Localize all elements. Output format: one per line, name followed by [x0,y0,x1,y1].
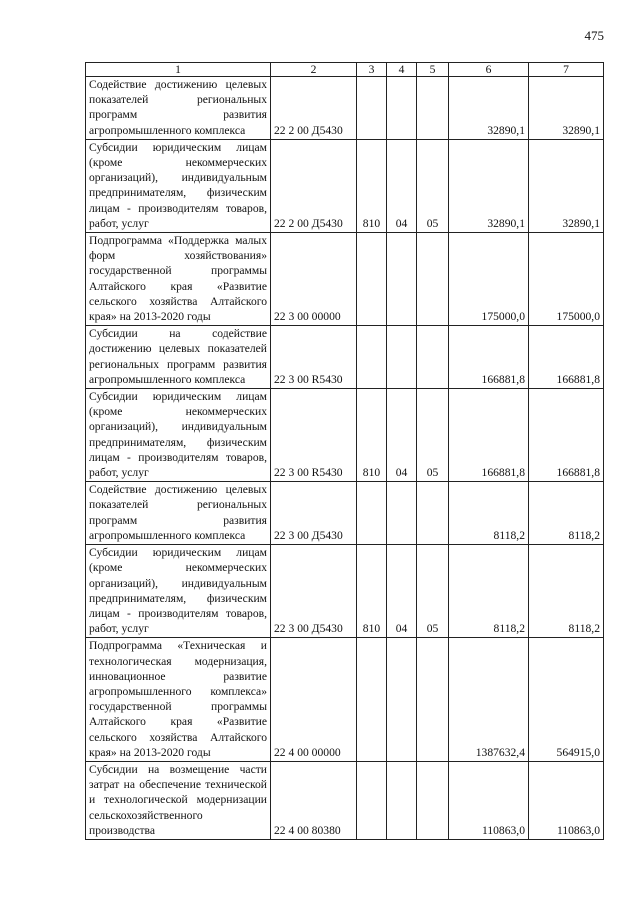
row-c5 [417,233,449,326]
row-name: Содействие достижению целевых показателей региональных программ развития агропромышленного комплекса [86,482,271,545]
row-c4 [387,233,417,326]
row-c7: 32890,1 [529,139,604,232]
row-code: 22 4 00 00000 [271,638,357,762]
column-header: 7 [529,63,604,77]
row-c7: 166881,8 [529,326,604,389]
table-row [86,761,604,839]
row-c7: 8118,2 [529,545,604,638]
row-c5 [417,77,449,140]
row-c3 [357,77,387,140]
row-c3: 810 [357,139,387,232]
row-c3 [357,233,387,326]
row-c3 [357,638,387,762]
row-c6: 110863,0 [449,761,529,839]
column-header: 5 [417,63,449,77]
row-c4 [387,638,417,762]
column-header: 1 [86,63,271,77]
row-c7: 175000,0 [529,233,604,326]
row-code: 22 4 00 80380 [271,761,357,839]
row-c6: 8118,2 [449,482,529,545]
row-code: 22 3 00 R5430 [271,389,357,482]
row-c5 [417,761,449,839]
table-row [86,139,604,232]
row-c4: 04 [387,545,417,638]
row-name: Субсидии юридическим лицам (кроме некоммерческих организаций), индивидуальным предпринимателям, физическим лицам - производителям товаров, работ, услуг [86,545,271,638]
row-c5 [417,638,449,762]
row-c4: 04 [387,389,417,482]
row-c6: 166881,8 [449,389,529,482]
row-name: Субсидии юридическим лицам (кроме некоммерческих организаций), индивидуальным предпринимателям, физическим лицам - производителям товаров, работ, услуг [86,139,271,232]
row-c5: 05 [417,389,449,482]
row-c4 [387,326,417,389]
table-row [86,77,604,140]
column-header: 6 [449,63,529,77]
row-c5: 05 [417,545,449,638]
row-c7: 8118,2 [529,482,604,545]
row-code: 22 2 00 Д5430 [271,77,357,140]
row-c4 [387,761,417,839]
row-c7: 32890,1 [529,77,604,140]
row-c6: 8118,2 [449,545,529,638]
row-c5 [417,326,449,389]
page-number: 475 [584,28,604,43]
row-name: Содействие достижению целевых показателей региональных программ развития агропромышленного комплекса [86,77,271,140]
table-row [86,545,604,638]
budget-table [85,62,604,840]
row-c7: 166881,8 [529,389,604,482]
row-c3: 810 [357,389,387,482]
row-c7: 564915,0 [529,638,604,762]
row-c3 [357,761,387,839]
table-row [86,389,604,482]
row-name: Субсидии на содействие достижению целевых показателей региональных программ развития агропромышленного комплекса [86,326,271,389]
row-code: 22 2 00 Д5430 [271,139,357,232]
row-c6: 1387632,4 [449,638,529,762]
table-header-row [86,63,604,77]
row-code: 22 3 00 Д5430 [271,545,357,638]
column-header: 2 [271,63,357,77]
table-row [86,233,604,326]
row-c5: 05 [417,139,449,232]
row-c5 [417,482,449,545]
row-c6: 32890,1 [449,77,529,140]
row-c4 [387,482,417,545]
table-row [86,482,604,545]
row-c6: 32890,1 [449,139,529,232]
row-code: 22 3 00 Д5430 [271,482,357,545]
row-c6: 166881,8 [449,326,529,389]
row-c4: 04 [387,139,417,232]
row-c3: 810 [357,545,387,638]
row-code: 22 3 00 R5430 [271,326,357,389]
column-header: 3 [357,63,387,77]
row-name: Субсидии на возмещение части затрат на обеспечение технической и технологической модернизации сельскохозяйственного производства [86,761,271,839]
row-name: Субсидии юридическим лицам (кроме некоммерческих организаций), индивидуальным предпринимателям, физическим лицам - производителям товаров, работ, услуг [86,389,271,482]
row-code: 22 3 00 00000 [271,233,357,326]
row-name: Подпрограмма «Поддержка малых форм хозяйствования» государственной программы Алтайского края «Развитие сельского хозяйства Алтайского края» на 2013-2020 годы [86,233,271,326]
table-row [86,638,604,762]
column-header: 4 [387,63,417,77]
row-name: Подпрограмма «Техническая и технологическая модернизация, инновационное развитие агропромышленного комплекса» государственной программы Алтайского края «Развитие сельского хозяйства Алтайского края» на 2013-2020 годы [86,638,271,762]
table-row [86,326,604,389]
row-c3 [357,326,387,389]
row-c7: 110863,0 [529,761,604,839]
row-c4 [387,77,417,140]
row-c3 [357,482,387,545]
row-c6: 175000,0 [449,233,529,326]
